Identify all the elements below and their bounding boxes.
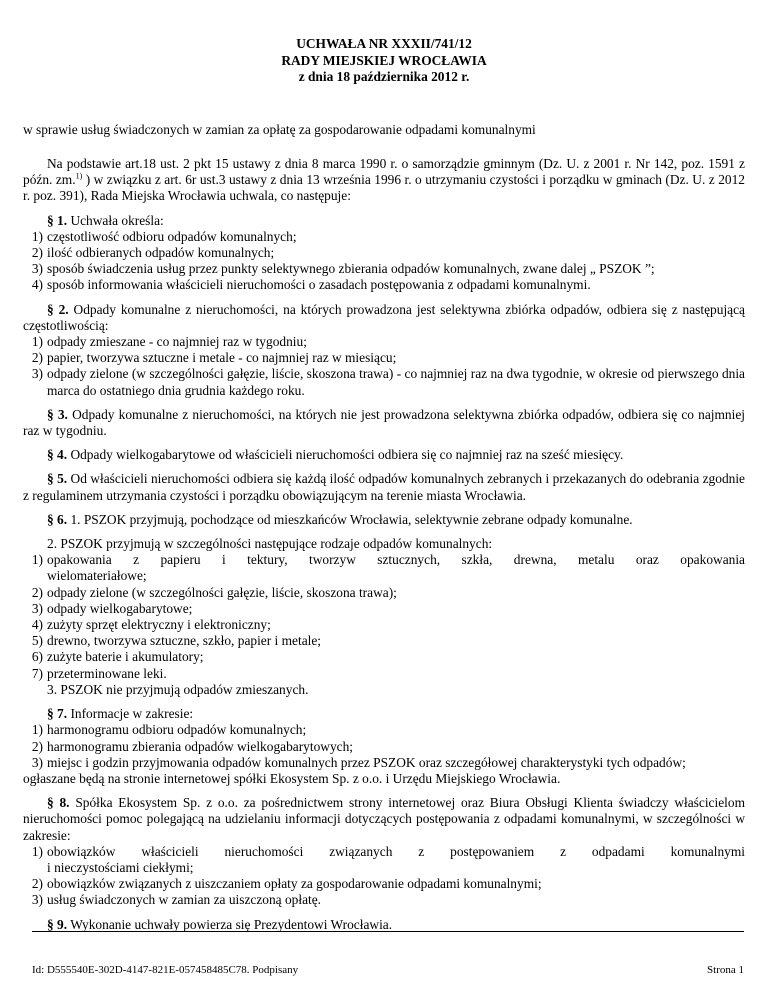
- page-number: Strona 1: [707, 964, 744, 976]
- list-item: 1) opakowania z papieru i tektury, tworzyw sztucznych, szkła, drewna, metalu oraz opakowania wielomateriałowe;: [31, 552, 745, 584]
- resolution-header: [23, 36, 745, 86]
- paragraph-7-list: [23, 722, 745, 771]
- paragraph-2: § 2. Odpady komunalne z nieruchomości, na których prowadzona jest selektywna zbiórka odpadów, odbiera się z następującą częstotliwością:: [23, 301, 745, 333]
- list-item: 4) zużyty sprzęt elektryczny i elektroniczny;: [31, 617, 271, 633]
- list-item: 1) częstotliwość odbioru odpadów komunalnych;: [31, 228, 297, 244]
- paragraph-8-list: [23, 844, 745, 909]
- footnote-mark: 1): [75, 171, 83, 181]
- paragraph-4: § 4. Odpady wielkogabarytowe od właścicieli nieruchomości odbiera się co najmniej raz na sześć miesięcy.: [47, 447, 624, 463]
- resolution-number: UCHWAŁA NR XXXII/741/12: [296, 36, 472, 51]
- list-item: 3) sposób świadczenia usług przez punkty selektywnego zbierania odpadów komunalnych, zwane dalej „ PSZOK ”;: [31, 261, 655, 277]
- list-item: 3) odpady wielkogabarytowe;: [31, 600, 193, 616]
- list-item: 5) drewno, tworzywa sztuczne, szkło, papier i metale;: [31, 633, 322, 649]
- list-item: 3) miejsc i godzin przyjmowania odpadów komunalnych przez PSZOK oraz szczegółowej charakterystyki tych odpadów;: [31, 754, 686, 770]
- paragraph-1: § 1. Uchwała określa:: [47, 212, 164, 228]
- resolution-date: z dnia 18 października 2012 r.: [298, 69, 470, 84]
- list-item: 1) obowiązków właścicieli nieruchomości związanych z postępowaniem z odpadami komunalnymi i nieczystościami ciekłymi;: [31, 843, 745, 875]
- list-item: 2) ilość odbieranych odpadów komunalnych;: [31, 245, 275, 261]
- paragraph-1-list: [23, 229, 745, 294]
- paragraph-6-list: [23, 552, 745, 682]
- paragraph-8: § 8. Spółka Ekosystem Sp. z o.o. za pośrednictwem strony internetowej oraz Biura Obsługi Klienta świadczy właścicielom nieruchomości pomoc polegającą na udzielaniu informacji dotyczących postępowania z odpadami komunalnymi, w szczególności w zakresie:: [23, 795, 745, 843]
- paragraph-7: § 7. Informacje w zakresie:: [47, 706, 194, 722]
- list-item: 2) odpady zielone (w szczególności gałęzie, liście, skoszona trawa);: [31, 584, 397, 600]
- list-item: 1) odpady zmieszane - co najmniej raz w tygodniu;: [31, 334, 307, 350]
- paragraph-6: § 6. 1. PSZOK przyjmują, pochodzące od mieszkańców Wrocławia, selektywnie zebrane odpady komunalne.: [47, 511, 633, 527]
- list-item: 2) papier, tworzywa sztuczne i metale - co najmniej raz w miesiącu;: [31, 350, 397, 366]
- council-name: RADY MIEJSKIEJ WROCŁAWIA: [281, 52, 487, 68]
- paragraph-3: § 3. Odpady komunalne z nieruchomości, na których nie jest prowadzona selektywna zbiórka odpadów, odbiera się co najmniej raz w tygodniu.: [23, 406, 745, 439]
- resolution-subject: w sprawie usług świadczonych w zamian za opłatę za gospodarowanie odpadami komunalnymi: [23, 122, 536, 137]
- list-item: 3) usług świadczonych w zamian za uiszczoną opłatę.: [31, 892, 322, 908]
- paragraph-6-section-2: 2. PSZOK przyjmują w szczególności następujące rodzaje odpadów komunalnych:: [47, 536, 493, 552]
- paragraph-7-closing: ogłaszane będą na stronie internetowej spółki Ekosystem Sp. z o.o. i Urzędu Miejskiego Wrocławia.: [23, 770, 561, 786]
- list-item: 2) obowiązków związanych z uiszczaniem opłaty za gospodarowanie odpadami komunalnymi;: [31, 876, 542, 892]
- paragraph-6-section-3: 3. PSZOK nie przyjmują odpadów zmieszanych.: [47, 681, 309, 697]
- paragraph-9: § 9. Wykonanie uchwały powierza się Prezydentowi Wrocławia.: [47, 916, 393, 932]
- list-item: 2) harmonogramu zbierania odpadów wielkogabarytowych;: [31, 738, 354, 754]
- list-item: 7) przeterminowane leki.: [31, 665, 167, 681]
- resolution-body: [23, 156, 745, 933]
- footer-divider: [32, 931, 744, 932]
- list-item: 4) sposób informowania właścicieli nieruchomości o zasadach postępowania z odpadami komunalnymi.: [31, 277, 591, 293]
- document-id: Id: D555540E-302D-4147-821E-057458485C78. Podpisany: [32, 964, 299, 976]
- list-item: 3) odpady zielone (w szczególności gałęzie, liście, skoszona trawa) - co najmniej raz na dwa tygodnie, w okresie od pierwszego dnia marca do ostatniego dnia grudnia każdego roku.: [31, 366, 745, 398]
- preamble: Na podstawie art.18 ust. 2 pkt 15 ustawy z dnia 8 marca 1990 r. o samorządzie gminnym (Dz. U. z 2001 r. Nr 142, poz. 1591 z późn. zm.$^{1)}$ ) w związku z art. 6r ust.3 ustawy z dnia 13 września 1996 r. o utrzymaniu czystości i porządku w gminach (Dz. U. z 2012 r. poz. 391), Rada Miejska Wrocławia uchwala, co następuje:: [23, 156, 745, 204]
- paragraph-5: § 5. Od właścicieli nieruchomości odbiera się każdą ilość odpadów komunalnych zebranych i przekazanych do odebrania zgodnie z regulaminem utrzymania czystości i porządku obowiązującym na terenie miasta Wrocławia.: [23, 471, 745, 503]
- list-item: 6) zużyte baterie i akumulatory;: [31, 649, 204, 665]
- list-item: 1) harmonogramu odbioru odpadów komunalnych;: [31, 722, 307, 738]
- paragraph-2-list: [23, 334, 745, 399]
